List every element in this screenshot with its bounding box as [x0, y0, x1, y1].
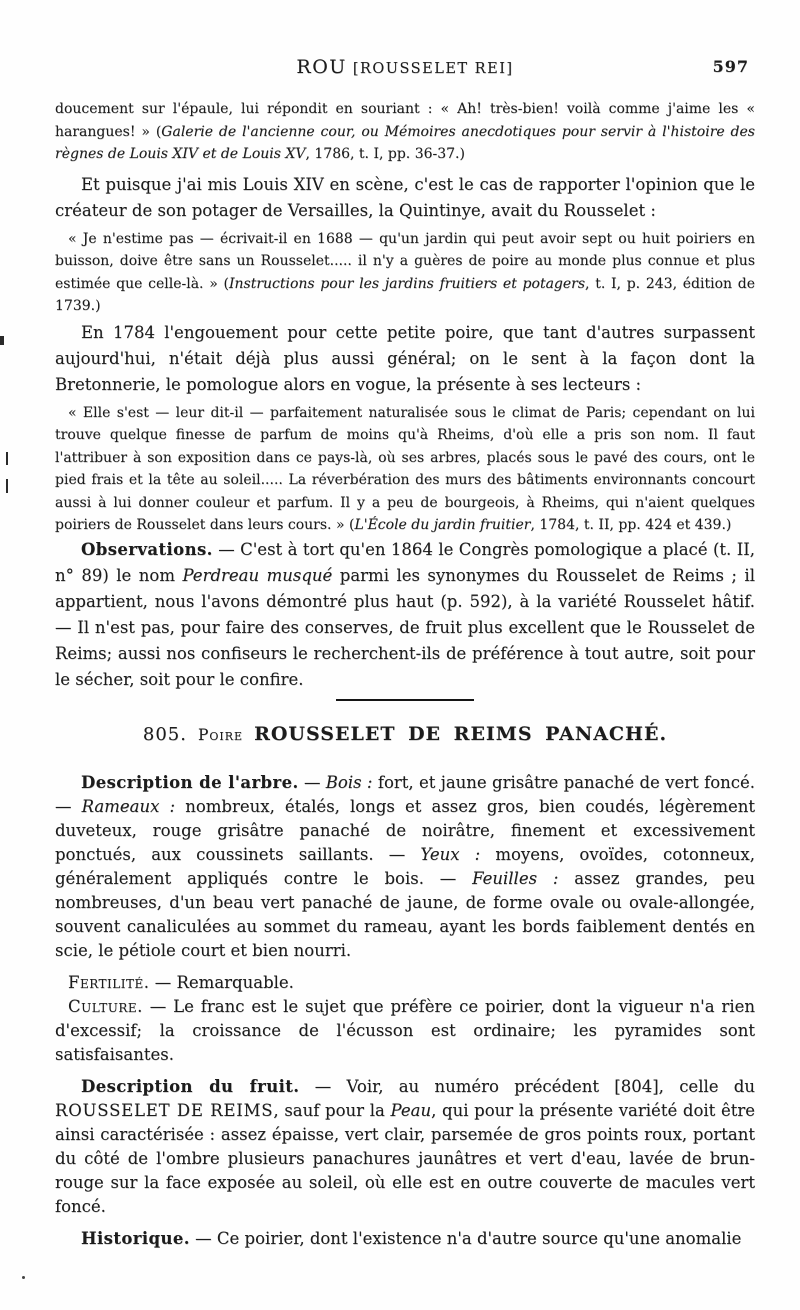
body-text: nombreux, étalés, longs et assez gros, bien coudés, légèrement duveteux, rouge grisâtre panaché de noirâtre, finement et excessivement ponctués, aux coussinets saillants. —: [55, 796, 756, 864]
body-text: « Je n'estime pas — écrivait-il en 1688 — qu'un jardin qui peut avoir sept ou huit poiriers en buisson, doive être sans un Rousselet..... il n'y a guères de poire au monde plus connue et plus estimée que celle-là. » (: [55, 230, 755, 292]
body-text: , 1786, t. I, pp. 36-37.): [305, 146, 465, 162]
culture-label: Culture.: [68, 996, 143, 1016]
paragraph-quintinye-quote: [55, 228, 755, 318]
paragraph-engouement: [55, 320, 755, 398]
body-text: , t. I, p. 243, édition de 1739.): [55, 275, 755, 314]
body-text: , qui pour la présente variété doit être ainsi caractérisée : assez épaisse, vert clair, parsemée de gros points roux, portant du côté de l'ombre plusieurs panachures jaunâtres et vert d'eau, lavée de brun-rouge sur la face exposée au soleil, où elle est en outre couverte de macules vert foncé.: [55, 1100, 755, 1216]
yeux-label-italic: Yeux :: [420, 844, 481, 864]
variety-name: ROUSSELET DE REIMS PANACHÉ.: [254, 722, 668, 745]
paragraph-louis-intro: [55, 172, 755, 224]
body-text: fort, et jaune grisâtre panaché de vert foncé. —: [55, 772, 755, 816]
running-title-bracket: [ROUSSELET REI]: [352, 61, 514, 77]
body-text: assez grandes, peu nombreuses, d'un beau vert panaché de jaune, de forme ovale ou ovale-allongée, souvent canaliculées au sommet du rameau, ayant les bords faiblement dentés en scie, le pétiole court et bien nourri.: [55, 868, 756, 960]
peau-label-italic: Peau: [390, 1100, 432, 1120]
body-text: doucement sur l'épaule, lui répondit en souriant : « Ah! très-bien! voilà comme j'aime les « harangues! » (: [55, 101, 755, 140]
body-text: Et puisque j'ai mis Louis XIV en scène, c'est le cas de rapporter l'opinion que le créateur de son potager de Versailles, la Quintinye, avait du Rousselet :: [55, 174, 755, 220]
variety-heading: [55, 723, 755, 745]
running-title-main: ROU: [296, 56, 347, 78]
page-number: 597: [712, 57, 749, 76]
paragraph-description-arbre: [55, 771, 755, 963]
page-header: [55, 56, 755, 82]
running-title: [296, 58, 513, 77]
variety-number: 805.: [142, 723, 187, 745]
historique-label: Historique.: [81, 1228, 190, 1248]
body-text: , sauf pour la: [273, 1100, 391, 1120]
observations-label: Observations.: [81, 539, 213, 559]
scan-artifact-mark: [6, 452, 8, 465]
paragraph-observations: [55, 537, 755, 693]
citation-title: L'École du jardin fruitier: [354, 517, 531, 533]
body-text: parmi les synonymes du Rousselet de Reims ; il appartient, nous l'avons démontré plus haut (p. 592), à la variété Rousselet hâtif. — Il n'est pas, pour faire des conserves, de fruit plus excellent que le Rousselet de Reims; aussi nos confiseurs le recherchent-ils de préférence à tout autre, soit pour le sécher, soit pour le confire.: [55, 565, 755, 689]
body-text: moyens, ovoïdes, cotonneux, généralement appliqués contre le bois. —: [55, 844, 755, 888]
body-text: —: [298, 772, 326, 792]
paragraph-continuation: [55, 98, 755, 166]
rameaux-label-italic: Rameaux :: [81, 796, 176, 816]
paragraph-fertilite: [55, 971, 755, 995]
citation-title: Instructions pour les jardins fruitiers et potagers: [228, 275, 586, 292]
scan-artifact-mark: [0, 336, 4, 345]
cultivar-name-caps: ROUSSELET DE REIMS: [55, 1100, 274, 1120]
description-fruit-label: Description du fruit.: [81, 1076, 300, 1096]
body-text: — Le franc est le sujet que préfère ce poirier, dont la vigueur n'a rien d'excessif; la croissance de l'écusson est ordinaire; les pyramides sont satisfaisantes.: [55, 996, 755, 1064]
description-arbre-label: Description de l'arbre.: [81, 772, 299, 792]
body-text: — Ce poirier, dont l'existence n'a d'autre source qu'une anomalie: [189, 1228, 742, 1248]
fertilite-label: Fertilité.: [68, 972, 150, 992]
body-text: — Voir, au numéro précédent [804], celle du: [299, 1076, 755, 1096]
citation-title: Galerie de l'ancienne cour, ou Mémoires anecdotiques pour servir à l'histoire des règnes de Louis XIV et de Louis XV: [55, 123, 755, 162]
body-text: En 1784 l'engouement pour cette petite poire, que tant d'autres surpassent aujourd'hui, n'était déjà plus aussi général; on le sent à la façon dont la Bretonnerie, le pomologue alors en vogue, la présente à ses lecteurs :: [55, 322, 755, 394]
section-divider: [336, 699, 474, 701]
body-text: « Elle s'est — leur dit-il — parfaitement naturalisée sous le climat de Paris; cependant on lui trouve quelque finesse de parfum de moins qu'à Rheims, d'où elle a pris son nom. Il faut l'attribuer à son exposition dans ce pays-là, où ses arbres, placés sous le pavé des cours, ont le pied frais et la tête au soleil..... La réverbération des murs des bâtiments environnants concourt aussi à lui donner couleur et parfum. Il y a peu de bourgeois, à Rheims, qui n'aient quelques poiriers de Rousselet dans leurs cours. » (: [55, 404, 755, 533]
bois-label-italic: Bois :: [325, 772, 373, 792]
paragraph-historique: [55, 1227, 755, 1251]
paragraph-description-fruit: [55, 1075, 755, 1219]
scan-artifact-mark: [6, 479, 8, 493]
variety-kind: Poire: [197, 725, 244, 744]
scan-artifact-dot: [22, 1276, 25, 1279]
feuilles-label-italic: Feuilles :: [472, 868, 559, 888]
body-text: — Remarquable.: [149, 972, 294, 992]
body-text: — C'est à tort qu'en 1864 le Congrès pomologique a placé (t. II, n° 89) le nom: [55, 539, 755, 585]
synonym-name-italic: Perdreau musqué: [182, 565, 333, 585]
paragraph-bretonnerie-quote: [55, 402, 755, 537]
body-text: , 1784, t. II, pp. 424 et 439.): [530, 517, 732, 533]
paragraph-culture: [55, 995, 755, 1067]
